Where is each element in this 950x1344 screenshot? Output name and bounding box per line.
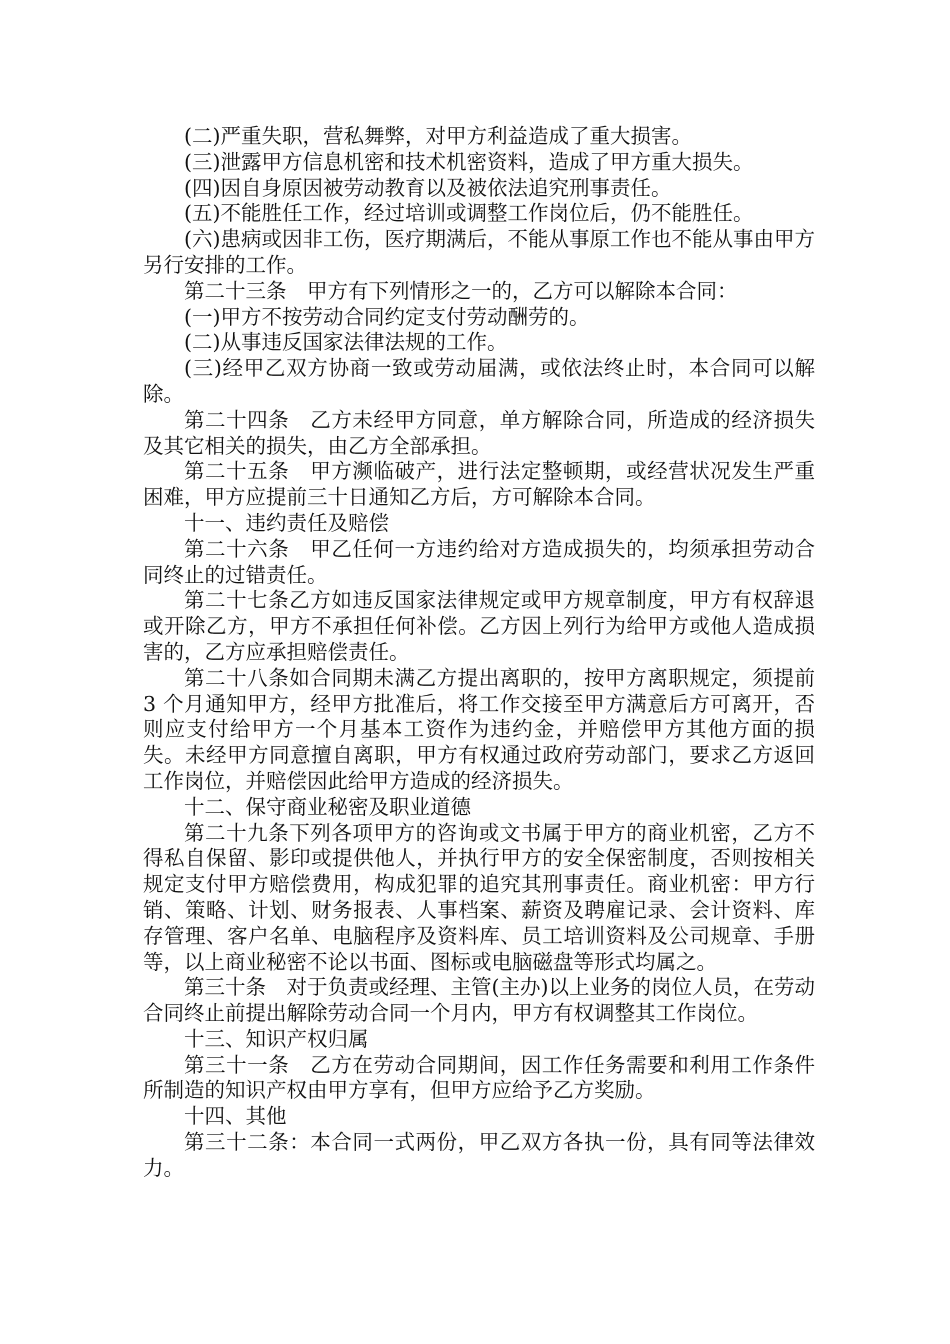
section-heading-11: 十一、违约责任及赔偿 xyxy=(184,510,389,535)
section-heading-12: 十二、保守商业秘密及职业道德 xyxy=(184,794,471,819)
article-24: 第二十四条 乙方未经甲方同意，单方解除合同，所造成的经济损失及其它相关的损失，由乙方全部承担。 xyxy=(143,407,815,458)
article-30: 第三十条 对于负责或经理、主管(主办)以上业务的岗位人员，在劳动合同终止前提出解除劳动合同一个月内，甲方有权调整其工作岗位。 xyxy=(143,975,815,1026)
article-23-item-3: (三)经甲乙双方协商一致或劳动届满，或依法终止时，本合同可以解除。 xyxy=(143,356,815,406)
clause-item-5: (五)不能胜任工作，经过培训或调整工作岗位后，仍不能胜任。 xyxy=(184,201,754,226)
clause-item-4: (四)因自身原因被劳动教育以及被依法追究刑事责任。 xyxy=(184,175,672,200)
document-body xyxy=(143,124,815,1182)
article-23-item-2: (二)从事违反国家法律法规的工作。 xyxy=(184,330,508,355)
clause-item-6: (六)患病或因非工伤，医疗期满后，不能从事原工作也不能从事由甲方另行安排的工作。 xyxy=(143,227,815,277)
article-23: 第二十三条 甲方有下列情形之一的，乙方可以解除本合同： xyxy=(184,278,738,303)
article-27: 第二十七条乙方如违反国家法律规定或甲方规章制度，甲方有权辞退或开除乙方，甲方不承担任何补偿。乙方因上列行为给甲方或他人造成损害的，乙方应承担赔偿责任。 xyxy=(143,588,815,664)
article-28: 第二十八条如合同期未满乙方提出离职的，按甲方离职规定，须提前 3 个月通知甲方，经甲方批准后，将工作交接至甲方满意后方可离开，否则应支付给甲方一个月基本工资作为违约金，并赔偿甲方其他方面的损失。未经甲方同意擅自离职，甲方有权通过政府劳动部门，要求乙方返回工作岗位，并赔偿因此给甲方造成的经济损失。 xyxy=(143,665,815,793)
article-32: 第三十二条：本合同一式两份，甲乙双方各执一份，具有同等法律效力。 xyxy=(143,1130,815,1180)
article-23-item-1: (一)甲方不按劳动合同约定支付劳动酬劳的。 xyxy=(184,304,590,329)
clause-item-3: (三)泄露甲方信息机密和技术机密资料，造成了甲方重大损失。 xyxy=(184,149,754,174)
article-26: 第二十六条 甲乙任何一方违约给对方造成损失的，均须承担劳动合同终止的过错责任。 xyxy=(143,536,815,587)
clause-item-2: (二)严重失职，营私舞弊，对甲方利益造成了重大损害。 xyxy=(184,124,692,148)
section-heading-14: 十四、其他 xyxy=(184,1104,287,1129)
section-heading-13: 十三、知识产权归属 xyxy=(184,1026,369,1051)
article-31: 第三十一条 乙方在劳动合同期间，因工作任务需要和利用工作条件所制造的知识产权由甲方享有，但甲方应给予乙方奖励。 xyxy=(143,1052,815,1103)
article-29: 第二十九条下列各项甲方的咨询或文书属于甲方的商业机密，乙方不得私自保留、影印或提供他人，并执行甲方的安全保密制度，否则按相关规定支付甲方赔偿费用，构成犯罪的追究其刑事责任。商业机密：甲方行销、策略、计划、财务报表、人事档案、薪资及聘雇记录、会计资料、库存管理、客户名单、电脑程序及资料库、员工培训资料及公司规章、手册等，以上商业秘密不论以书面、图标或电脑磁盘等形式均属之。 xyxy=(143,820,815,974)
article-25: 第二十五条 甲方濒临破产，进行法定整顿期，或经营状况发生严重困难，甲方应提前三十日通知乙方后，方可解除本合同。 xyxy=(143,459,815,510)
